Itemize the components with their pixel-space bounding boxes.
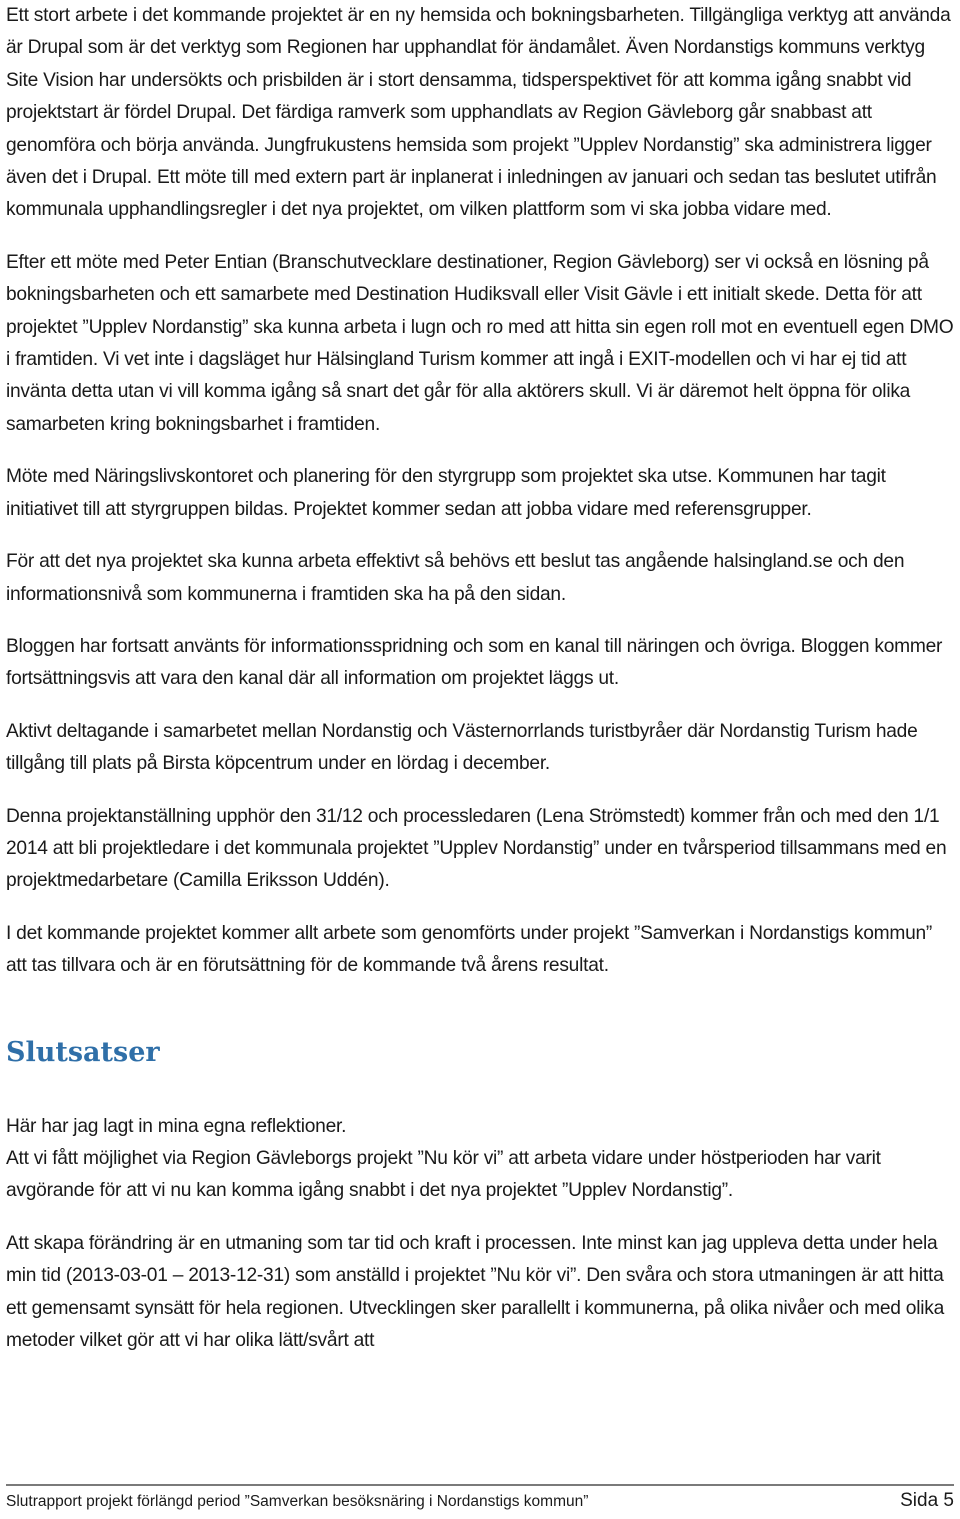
- paragraph-employment: Denna projektanställning upphör den 31/12 och processledaren (Lena Strömstedt) kommer från och med den 1/1 2014 att bli projektledare i det kommunala projektet ”Upplev Nordanstig” under en tvårsperiod tillsammans med en projektmedarbetare (Camilla Eriksson Uddén).: [6, 805, 947, 892]
- footer-title: Slutrapport projekt förlängd period ”Samverkan besöksnäring i Nordanstigs kommun”: [6, 1493, 589, 1510]
- page-footer: [6, 1490, 954, 1516]
- footer-divider: [6, 1484, 954, 1486]
- paragraph-reflections-intro: Här har jag lagt in mina egna reflektioner.: [6, 1115, 347, 1137]
- page-number: Sida 5: [900, 1490, 954, 1511]
- paragraph-website-booking: Ett stort arbete i det kommande projektet är en ny hemsida och bokningsbarheten. Tillgängliga verktyg att använda är Drupal som är det verktyg som Regionen har upphandlat för ändamålet. Även Nordanstigs kommuns verktyg Site Vision har undersökts och prisbilden är i stort densamma, tidsperspektivet för att komma igång snabbt vid projektstart är fördel Drupal. Det färdiga ramverk som upphandlats av Region Gävleborg går snabbast att genomföra och börja använda. Jungfrukustens hemsida som projekt ”Upplev Nordanstig” ska administrera ligger även det i Drupal. Ett möte till med extern part är inplanerat i inledningen av januari och sedan tas beslutet utifrån kommunala upphandlingsregler i det nya projektet, om vilken plattform som vi ska jobba vidare med.: [6, 5, 951, 221]
- section-heading: Slutsatser: [6, 1036, 160, 1068]
- paragraph-reflections-challenge: Att skapa förändring är en utmaning som tar tid och kraft i processen. Inte minst kan jag uppleva detta under hela min tid (2013-03-01 – 2013-12-31) som anställd i projektet ”Nu kör vi”. Den svåra och stora utmaningen är att hitta ett gemensamt synsätt för hela regionen. Utvecklingen sker parallellt i kommunerna, på olika nivåer och med olika metoder vilket gör att vi har olika lätt/svårt att: [6, 1232, 945, 1351]
- paragraph-reflections-opportunity: Att vi fått möjlighet via Region Gävleborgs projekt ”Nu kör vi” att arbeta vidare under höstperioden har varit avgörande för att vi nu kan komma igång snabbt i det nya projektet ”Upplev Nordanstig”.: [6, 1147, 881, 1202]
- document-page: [6, 0, 954, 1357]
- paragraph-booking-cooperation: Efter ett möte med Peter Entian (Branschutvecklare destinationer, Region Gävleborg) ser vi också en lösning på bokningsbarheten och ett samarbete med Destination Hudiksvall eller Visit Gävle i ett initialt skede. Detta för att projektet ”Upplev Nordanstig” ska kunna arbeta i lugn och ro med att hitta sin egen roll mot en eventuell egen DMO i framtiden. Vi vet inte i dagsläget hur Hälsingland Turism kommer att ingå i EXIT-modellen och vi har ej tid att invänta detta utan vi vill komma igång så snart det går för alla aktörers skull. Vi är däremot helt öppna för olika samarbeten kring bokningsbarhet i framtiden.: [6, 251, 954, 435]
- paragraph-steering-group: Möte med Näringslivskontoret och planering för den styrgrupp som projektet ska utse. Kommunen har tagit initiativet till att styrgruppen bildas. Projektet kommer sedan att jobba vidare med referensgrupper.: [6, 466, 886, 520]
- paragraph-halsingland-site: För att det nya projektet ska kunna arbeta effektivt så behövs ett beslut tas angående halsingland.se och den informationsnivå som kommunerna i framtiden ska ha på den sidan.: [6, 551, 905, 605]
- paragraph-blog: Bloggen har fortsatt använts för informationsspridning och som en kanal till näringen och övriga. Bloggen kommer fortsättningsvis att vara den kanal där all information om projektet läggs ut.: [6, 635, 943, 690]
- paragraph-future-project: I det kommande projektet kommer allt arbete som genomförts under projekt ”Samverkan i Nordanstigs kommun” att tas tillvara och är en förutsättning för de kommande två årens resultat.: [6, 922, 933, 977]
- paragraph-tourist-offices: Aktivt deltagande i samarbetet mellan Nordanstig och Västernorrlands turistbyråer där Nordanstig Turism hade tillgång till plats på Birsta köpcentrum under en lördag i december.: [6, 720, 918, 775]
